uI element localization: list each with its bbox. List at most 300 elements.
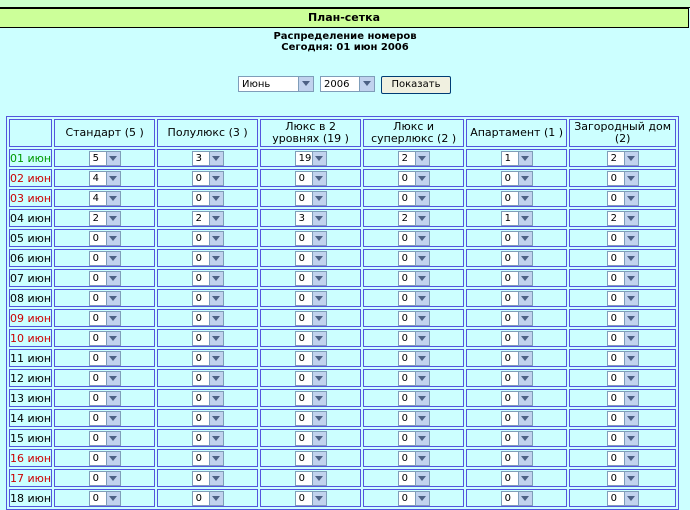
room-count-select[interactable] (501, 351, 533, 366)
chevron-down-icon[interactable] (312, 172, 326, 185)
chevron-down-icon[interactable] (209, 492, 223, 505)
column-header: Полулюкс (3 ) (157, 119, 258, 147)
room-count-cell (569, 309, 676, 327)
room-count-value: 0 (92, 252, 99, 264)
row-date: 18 июн (9, 489, 52, 507)
room-count-cell (157, 149, 258, 167)
room-count-select[interactable] (398, 311, 430, 326)
chevron-down-icon[interactable] (415, 212, 429, 225)
room-count-select[interactable] (501, 331, 533, 346)
row-date: 10 июн (9, 329, 52, 347)
chevron-down-icon[interactable] (359, 77, 374, 91)
room-count-value: 0 (195, 292, 202, 304)
room-count-value: 0 (610, 312, 617, 324)
chevron-down-icon[interactable] (518, 152, 532, 165)
room-count-select[interactable] (607, 311, 639, 326)
chevron-down-icon[interactable] (209, 252, 223, 265)
room-count-select[interactable] (501, 211, 533, 226)
room-count-select[interactable] (295, 331, 327, 346)
room-count-cell (260, 429, 361, 447)
chevron-down-icon[interactable] (624, 472, 638, 485)
room-count-select[interactable] (501, 311, 533, 326)
room-count-select[interactable] (89, 471, 121, 486)
chevron-down-icon[interactable] (106, 212, 120, 225)
room-count-select[interactable] (607, 491, 639, 506)
room-count-select[interactable] (192, 391, 224, 406)
row-date: 14 июн (9, 409, 52, 427)
distribution-heading: Распределение номеров (273, 31, 417, 42)
room-count-select[interactable] (89, 331, 121, 346)
chevron-down-icon[interactable] (518, 312, 532, 325)
chevron-down-icon[interactable] (624, 192, 638, 205)
chevron-down-icon[interactable] (106, 232, 120, 245)
room-count-cell (260, 389, 361, 407)
room-count-select[interactable] (295, 351, 327, 366)
room-count-select[interactable] (607, 471, 639, 486)
room-count-select[interactable] (607, 431, 639, 446)
chevron-down-icon[interactable] (209, 332, 223, 345)
chevron-down-icon[interactable] (209, 232, 223, 245)
room-count-select[interactable] (607, 351, 639, 366)
room-count-select[interactable] (295, 371, 327, 386)
room-count-select[interactable] (192, 411, 224, 426)
chevron-down-icon[interactable] (209, 152, 223, 165)
room-count-select[interactable] (295, 391, 327, 406)
room-count-value: 2 (610, 152, 617, 164)
room-count-select[interactable] (192, 451, 224, 466)
room-count-select[interactable] (398, 191, 430, 206)
room-count-cell (157, 369, 258, 387)
room-count-select[interactable] (501, 371, 533, 386)
room-count-select[interactable] (295, 291, 327, 306)
room-count-value: 0 (298, 392, 305, 404)
chevron-down-icon[interactable] (624, 372, 638, 385)
room-count-select[interactable] (295, 211, 327, 226)
room-count-select[interactable] (295, 231, 327, 246)
chevron-down-icon[interactable] (624, 312, 638, 325)
chevron-down-icon[interactable] (415, 252, 429, 265)
room-count-select[interactable] (607, 371, 639, 386)
chevron-down-icon[interactable] (624, 432, 638, 445)
room-count-value: 0 (298, 192, 305, 204)
room-count-select[interactable] (607, 451, 639, 466)
chevron-down-icon[interactable] (624, 452, 638, 465)
room-count-select[interactable] (607, 411, 639, 426)
room-count-select[interactable] (89, 251, 121, 266)
show-button[interactable]: Показать (381, 76, 451, 94)
room-count-select[interactable] (501, 251, 533, 266)
chevron-down-icon[interactable] (415, 352, 429, 365)
chevron-down-icon[interactable] (312, 392, 326, 405)
room-count-cell (260, 189, 361, 207)
room-count-cell (260, 209, 361, 227)
room-count-select[interactable] (398, 431, 430, 446)
room-count-value: 0 (401, 172, 408, 184)
room-count-select[interactable] (607, 291, 639, 306)
chevron-down-icon[interactable] (106, 412, 120, 425)
chevron-down-icon[interactable] (518, 452, 532, 465)
chevron-down-icon[interactable] (209, 432, 223, 445)
column-header: Стандарт (5 ) (54, 119, 155, 147)
room-count-select[interactable] (607, 251, 639, 266)
chevron-down-icon[interactable] (312, 272, 326, 285)
chevron-down-icon[interactable] (209, 412, 223, 425)
room-count-select[interactable] (501, 171, 533, 186)
chevron-down-icon[interactable] (106, 472, 120, 485)
room-count-select[interactable] (501, 191, 533, 206)
room-count-value: 0 (504, 352, 511, 364)
room-count-value: 0 (298, 352, 305, 364)
chevron-down-icon[interactable] (312, 352, 326, 365)
row-date: 16 июн (9, 449, 52, 467)
chevron-down-icon[interactable] (106, 492, 120, 505)
room-count-select[interactable] (192, 251, 224, 266)
room-count-select[interactable] (192, 351, 224, 366)
room-count-select[interactable] (295, 151, 327, 166)
room-count-cell (157, 189, 258, 207)
room-count-select[interactable] (192, 191, 224, 206)
room-count-select[interactable] (501, 411, 533, 426)
column-header: Апартамент (1 ) (466, 119, 567, 147)
chevron-down-icon[interactable] (415, 152, 429, 165)
chevron-down-icon[interactable] (624, 292, 638, 305)
chevron-down-icon[interactable] (209, 272, 223, 285)
room-count-select[interactable] (501, 231, 533, 246)
room-count-select[interactable] (89, 371, 121, 386)
room-count-cell (260, 349, 361, 367)
chevron-down-icon[interactable] (518, 392, 532, 405)
chevron-down-icon[interactable] (106, 452, 120, 465)
chevron-down-icon[interactable] (209, 472, 223, 485)
room-count-cell (157, 469, 258, 487)
chevron-down-icon[interactable] (624, 332, 638, 345)
room-count-select[interactable] (295, 271, 327, 286)
chevron-down-icon[interactable] (312, 152, 326, 165)
room-count-select[interactable] (398, 211, 430, 226)
chevron-down-icon[interactable] (312, 212, 326, 225)
room-count-cell (363, 169, 464, 187)
chevron-down-icon[interactable] (312, 332, 326, 345)
chevron-down-icon[interactable] (415, 412, 429, 425)
room-count-cell (466, 229, 567, 247)
room-count-value: 0 (610, 272, 617, 284)
chevron-down-icon[interactable] (209, 452, 223, 465)
room-count-cell (466, 309, 567, 327)
chevron-down-icon[interactable] (415, 272, 429, 285)
room-count-select[interactable] (295, 171, 327, 186)
chevron-down-icon[interactable] (518, 272, 532, 285)
room-count-select[interactable] (295, 191, 327, 206)
row-date: 13 июн (9, 389, 52, 407)
room-count-value: 5 (92, 152, 99, 164)
room-count-value: 0 (504, 172, 511, 184)
table-row (9, 489, 676, 507)
chevron-down-icon[interactable] (518, 232, 532, 245)
chevron-down-icon[interactable] (312, 452, 326, 465)
room-count-cell (466, 369, 567, 387)
chevron-down-icon[interactable] (415, 292, 429, 305)
chevron-down-icon[interactable] (209, 372, 223, 385)
room-count-select[interactable] (398, 331, 430, 346)
room-count-value: 0 (92, 312, 99, 324)
chevron-down-icon[interactable] (312, 472, 326, 485)
room-count-cell (157, 169, 258, 187)
room-count-value: 0 (610, 352, 617, 364)
room-count-select[interactable] (398, 171, 430, 186)
chevron-down-icon[interactable] (312, 372, 326, 385)
room-count-select[interactable] (398, 231, 430, 246)
chevron-down-icon[interactable] (415, 232, 429, 245)
room-count-select[interactable] (192, 491, 224, 506)
room-count-select[interactable] (607, 391, 639, 406)
room-count-select[interactable] (192, 331, 224, 346)
chevron-down-icon[interactable] (518, 192, 532, 205)
room-count-select[interactable] (607, 211, 639, 226)
chevron-down-icon[interactable] (415, 492, 429, 505)
chevron-down-icon[interactable] (312, 492, 326, 505)
chevron-down-icon[interactable] (106, 332, 120, 345)
room-count-select[interactable] (89, 191, 121, 206)
room-count-select[interactable] (295, 451, 327, 466)
chevron-down-icon[interactable] (518, 492, 532, 505)
chevron-down-icon[interactable] (415, 392, 429, 405)
room-count-select[interactable] (398, 271, 430, 286)
chevron-down-icon[interactable] (312, 252, 326, 265)
chevron-down-icon[interactable] (624, 152, 638, 165)
room-count-cell (157, 449, 258, 467)
chevron-down-icon[interactable] (209, 352, 223, 365)
room-count-select[interactable] (501, 491, 533, 506)
chevron-down-icon[interactable] (312, 312, 326, 325)
room-count-select[interactable] (192, 211, 224, 226)
room-count-value: 0 (401, 292, 408, 304)
room-count-select[interactable] (607, 231, 639, 246)
room-count-value: 0 (92, 492, 99, 504)
chevron-down-icon[interactable] (415, 432, 429, 445)
chevron-down-icon[interactable] (415, 372, 429, 385)
row-date: 08 июн (9, 289, 52, 307)
room-count-select[interactable] (89, 271, 121, 286)
room-count-select[interactable] (607, 271, 639, 286)
room-count-select[interactable] (89, 211, 121, 226)
room-count-select[interactable] (295, 251, 327, 266)
room-count-select[interactable] (501, 291, 533, 306)
room-count-cell (54, 329, 155, 347)
row-date: 12 июн (9, 369, 52, 387)
room-count-select[interactable] (192, 171, 224, 186)
room-count-cell (260, 329, 361, 347)
room-count-select[interactable] (192, 291, 224, 306)
chevron-down-icon[interactable] (624, 492, 638, 505)
room-count-select[interactable] (192, 371, 224, 386)
room-count-select[interactable] (295, 311, 327, 326)
room-count-select[interactable] (501, 151, 533, 166)
room-count-cell (569, 169, 676, 187)
room-count-select[interactable] (398, 351, 430, 366)
room-count-select[interactable] (295, 491, 327, 506)
room-count-value: 0 (195, 332, 202, 344)
room-count-cell (569, 349, 676, 367)
month-select[interactable] (238, 76, 314, 92)
chevron-down-icon[interactable] (624, 212, 638, 225)
chevron-down-icon[interactable] (298, 77, 313, 91)
chevron-down-icon[interactable] (518, 212, 532, 225)
room-count-cell (363, 429, 464, 447)
room-count-select[interactable] (607, 191, 639, 206)
room-count-select[interactable] (607, 331, 639, 346)
room-count-select[interactable] (89, 291, 121, 306)
room-count-cell (157, 229, 258, 247)
room-count-value: 0 (610, 332, 617, 344)
room-count-select[interactable] (607, 151, 639, 166)
room-count-select[interactable] (89, 391, 121, 406)
chevron-down-icon[interactable] (518, 412, 532, 425)
chevron-down-icon[interactable] (518, 332, 532, 345)
chevron-down-icon[interactable] (624, 412, 638, 425)
chevron-down-icon[interactable] (415, 312, 429, 325)
room-count-cell (363, 469, 464, 487)
chevron-down-icon[interactable] (518, 352, 532, 365)
room-count-value: 0 (610, 472, 617, 484)
room-count-value: 0 (195, 312, 202, 324)
chevron-down-icon[interactable] (624, 172, 638, 185)
chevron-down-icon[interactable] (312, 412, 326, 425)
chevron-down-icon[interactable] (415, 472, 429, 485)
chevron-down-icon[interactable] (518, 292, 532, 305)
room-count-select[interactable] (295, 431, 327, 446)
chevron-down-icon[interactable] (106, 252, 120, 265)
room-count-select[interactable] (89, 431, 121, 446)
room-count-select[interactable] (398, 411, 430, 426)
chevron-down-icon[interactable] (624, 272, 638, 285)
room-count-select[interactable] (89, 411, 121, 426)
room-count-cell (363, 409, 464, 427)
chevron-down-icon[interactable] (209, 292, 223, 305)
row-date: 17 июн (9, 469, 52, 487)
room-count-value: 0 (401, 392, 408, 404)
chevron-down-icon[interactable] (106, 392, 120, 405)
room-count-value: 0 (504, 372, 511, 384)
chevron-down-icon[interactable] (518, 432, 532, 445)
chevron-down-icon[interactable] (209, 312, 223, 325)
room-count-select[interactable] (192, 271, 224, 286)
chevron-down-icon[interactable] (106, 352, 120, 365)
room-count-select[interactable] (192, 311, 224, 326)
chevron-down-icon[interactable] (312, 232, 326, 245)
room-count-select[interactable] (501, 451, 533, 466)
chevron-down-icon[interactable] (312, 192, 326, 205)
room-count-value: 0 (504, 272, 511, 284)
chevron-down-icon[interactable] (312, 292, 326, 305)
chevron-down-icon[interactable] (209, 392, 223, 405)
chevron-down-icon[interactable] (624, 252, 638, 265)
room-count-value: 0 (298, 452, 305, 464)
room-count-value: 0 (610, 412, 617, 424)
room-count-cell (260, 309, 361, 327)
room-count-value: 0 (401, 472, 408, 484)
year-select[interactable] (320, 76, 375, 92)
chevron-down-icon[interactable] (106, 312, 120, 325)
year-select-value: 2006 (324, 79, 350, 90)
column-header: Люкс в 2 уровнях (19 ) (260, 119, 361, 147)
room-count-value: 4 (92, 172, 99, 184)
room-count-cell (54, 209, 155, 227)
chevron-down-icon[interactable] (209, 192, 223, 205)
room-count-select[interactable] (295, 471, 327, 486)
chevron-down-icon[interactable] (209, 172, 223, 185)
room-count-value: 3 (298, 212, 305, 224)
room-count-select[interactable] (89, 231, 121, 246)
room-count-cell (260, 409, 361, 427)
room-count-select[interactable] (89, 311, 121, 326)
room-count-select[interactable] (501, 271, 533, 286)
room-count-cell (260, 229, 361, 247)
room-count-select[interactable] (89, 171, 121, 186)
room-count-select[interactable] (89, 351, 121, 366)
chevron-down-icon[interactable] (415, 172, 429, 185)
chevron-down-icon[interactable] (518, 252, 532, 265)
room-count-select[interactable] (192, 431, 224, 446)
room-count-value: 0 (92, 452, 99, 464)
room-count-cell (466, 389, 567, 407)
chevron-down-icon[interactable] (106, 152, 120, 165)
chevron-down-icon[interactable] (106, 432, 120, 445)
room-count-select[interactable] (501, 431, 533, 446)
chevron-down-icon[interactable] (106, 192, 120, 205)
room-count-select[interactable] (295, 411, 327, 426)
room-count-select[interactable] (398, 391, 430, 406)
header-row (9, 119, 676, 147)
room-count-select[interactable] (89, 151, 121, 166)
chevron-down-icon[interactable] (415, 332, 429, 345)
room-count-select[interactable] (501, 391, 533, 406)
room-count-select[interactable] (89, 451, 121, 466)
chevron-down-icon[interactable] (518, 472, 532, 485)
room-count-select[interactable] (192, 151, 224, 166)
chevron-down-icon[interactable] (624, 392, 638, 405)
chevron-down-icon[interactable] (312, 432, 326, 445)
room-count-select[interactable] (398, 291, 430, 306)
chevron-down-icon[interactable] (518, 172, 532, 185)
chevron-down-icon[interactable] (106, 272, 120, 285)
room-count-value: 4 (92, 192, 99, 204)
chevron-down-icon[interactable] (415, 192, 429, 205)
room-count-select[interactable] (398, 151, 430, 166)
room-count-select[interactable] (192, 231, 224, 246)
room-count-select[interactable] (607, 171, 639, 186)
room-count-select[interactable] (192, 471, 224, 486)
room-count-select[interactable] (398, 371, 430, 386)
room-count-select[interactable] (398, 251, 430, 266)
chevron-down-icon[interactable] (415, 452, 429, 465)
chevron-down-icon[interactable] (624, 352, 638, 365)
chevron-down-icon[interactable] (106, 372, 120, 385)
room-count-select[interactable] (398, 471, 430, 486)
chevron-down-icon[interactable] (209, 212, 223, 225)
room-count-select[interactable] (501, 471, 533, 486)
chevron-down-icon[interactable] (624, 232, 638, 245)
chevron-down-icon[interactable] (518, 372, 532, 385)
room-count-value: 0 (298, 252, 305, 264)
chevron-down-icon[interactable] (106, 292, 120, 305)
room-count-value: 0 (195, 352, 202, 364)
room-count-cell (569, 429, 676, 447)
room-count-select[interactable] (398, 491, 430, 506)
room-count-cell (569, 289, 676, 307)
chevron-down-icon[interactable] (106, 172, 120, 185)
room-count-select[interactable] (398, 451, 430, 466)
room-count-select[interactable] (89, 491, 121, 506)
